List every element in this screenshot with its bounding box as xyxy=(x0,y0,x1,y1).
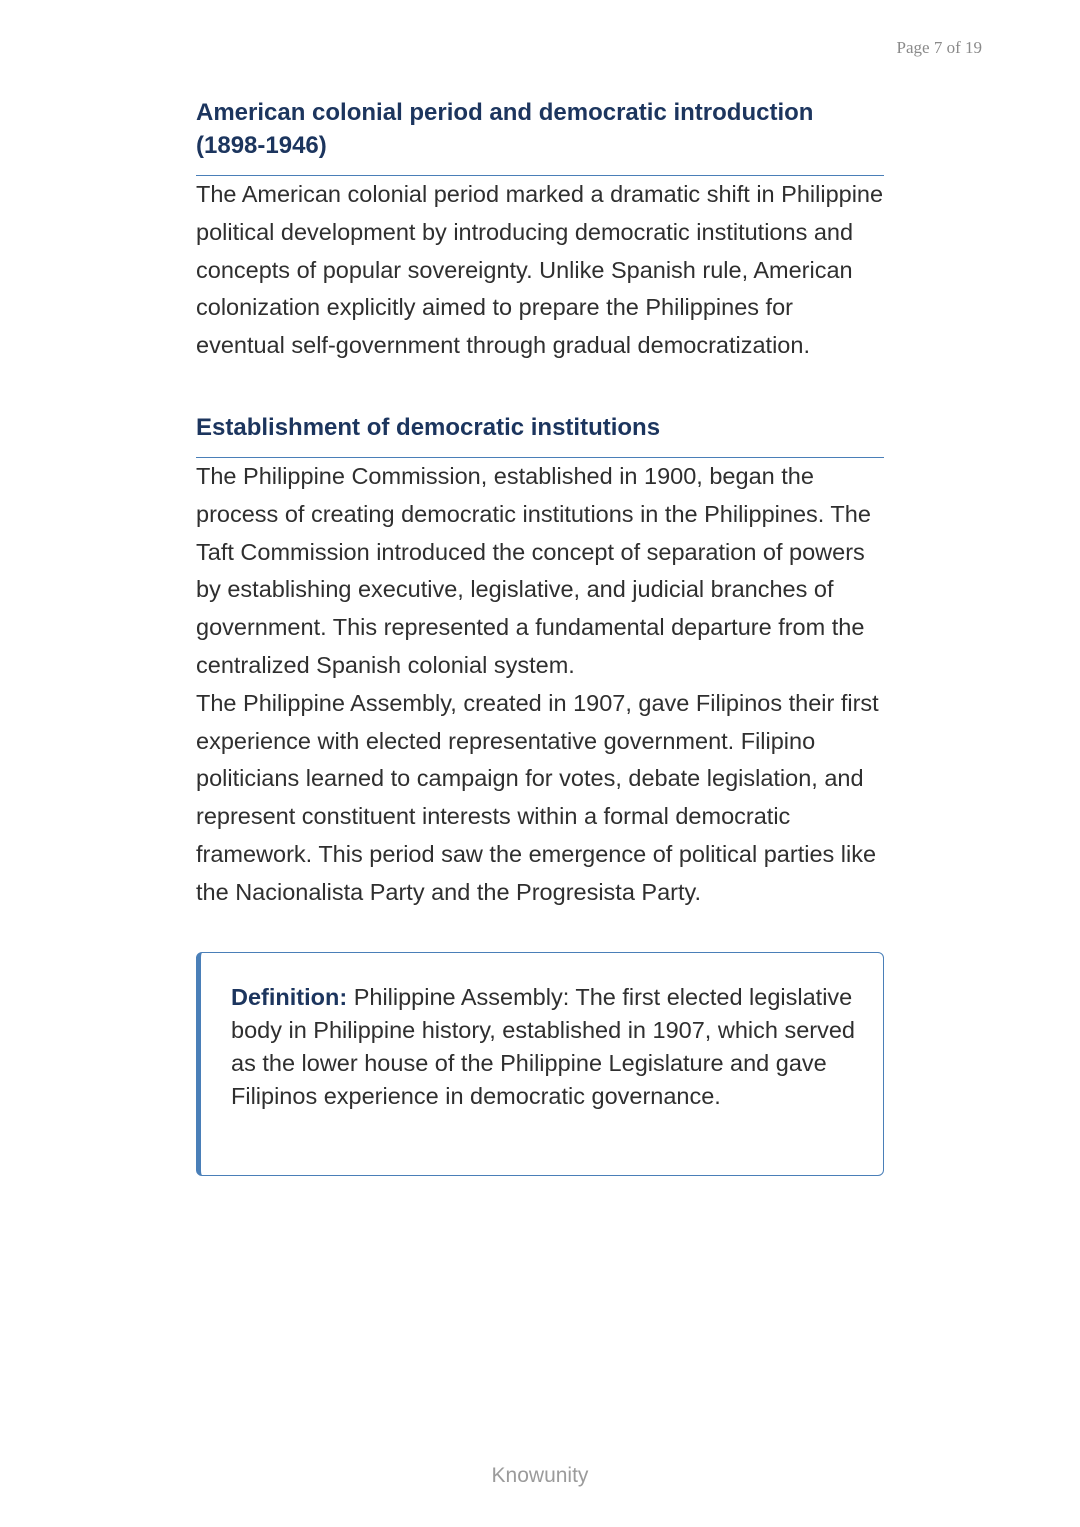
footer-brand: Knowunity xyxy=(491,1464,589,1487)
definition-box xyxy=(196,952,884,1176)
definition-label: Definition: xyxy=(231,983,348,1010)
paragraph-philippine-assembly: The Philippine Assembly, created in 1907, gave Filipinos their first experience with elected representative government. Filipino politicians learned to campaign for votes, debate legislation, and represent constituent interests within a formal democratic framework. This period saw the emergence of political parties like the Nacionalista Party and the Progresista Party. xyxy=(196,689,879,905)
document-content xyxy=(196,96,884,1176)
subsection-heading: Establishment of democratic institutions xyxy=(196,411,884,458)
paragraph-philippine-commission: The Philippine Commission, established in 1900, began the process of creating democratic institutions in the Philippines. The Taft Commission introduced the concept of separation of powers by establishing executive, legislative, and judicial branches of government. This represented a fundamental departure from the centralized Spanish colonial system. xyxy=(196,462,871,678)
page-number: Page 7 of 19 xyxy=(896,38,982,57)
intro-paragraph: The American colonial period marked a dramatic shift in Philippine political development by introducing democratic institutions and concepts of popular sovereignty. Unlike Spanish rule, American colonization explicitly aimed to prepare the Philippines for eventual self-government through gradual democratization. xyxy=(196,181,884,359)
subsection xyxy=(196,411,884,458)
section-heading: American colonial period and democratic introduction (1898-1946) xyxy=(196,96,884,176)
definition-text: Philippine Assembly: The first elected legislative body in Philippine history, established in 1907, which served as the lower house of the Philippine Legislature and gave Filipinos experience in democratic governance. xyxy=(231,983,855,1109)
